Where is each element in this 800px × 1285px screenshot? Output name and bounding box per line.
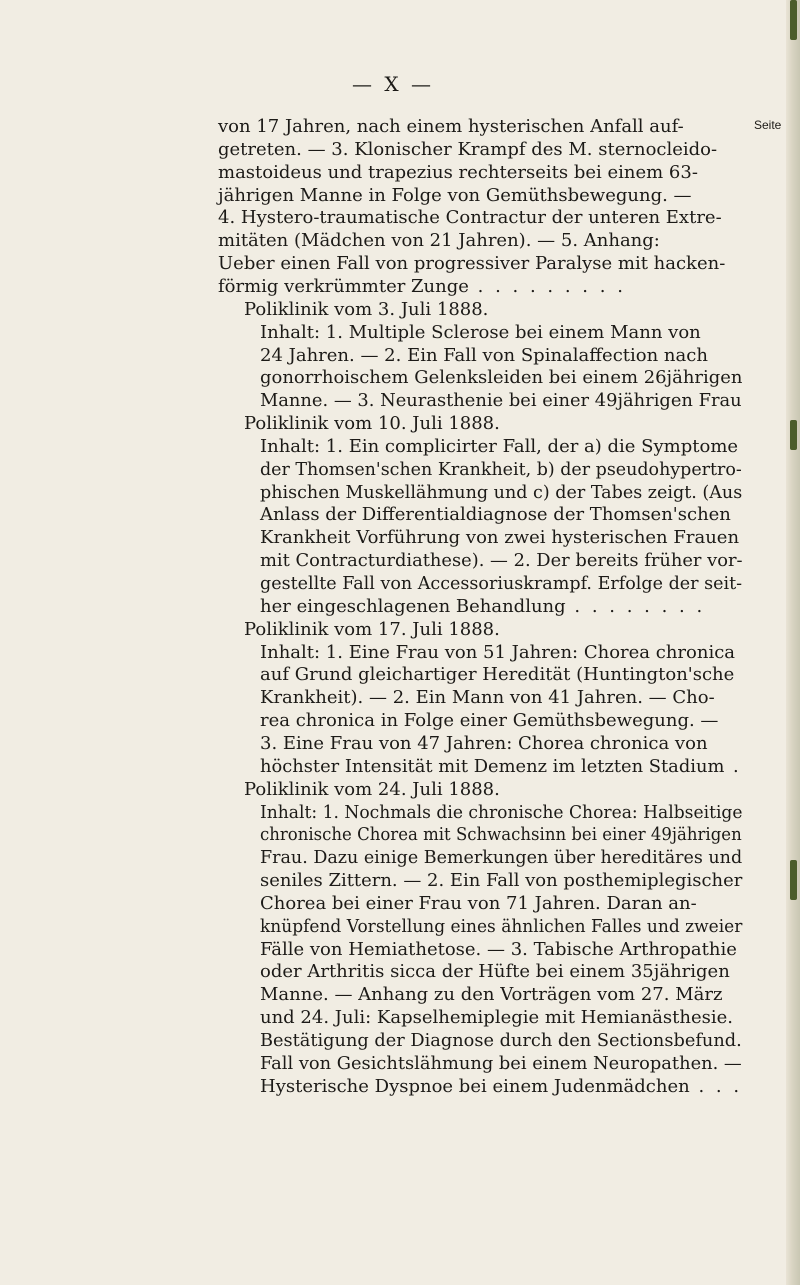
toc-leader-dots: . xyxy=(724,755,742,777)
toc-line xyxy=(260,436,738,458)
toc-line-text: her eingeschlagenen Behandlung xyxy=(260,595,566,617)
page-header: — X — xyxy=(352,72,434,96)
toc-line xyxy=(260,870,742,892)
toc-line xyxy=(260,345,708,367)
toc-leader-dots: . . . . . . . . xyxy=(565,595,706,617)
toc-line xyxy=(260,596,705,618)
toc-line xyxy=(260,1053,742,1075)
toc-line-text: mit Contracturdiathese). — 2. Der bereits früher vor- xyxy=(260,550,743,572)
edge-mark xyxy=(790,860,797,900)
toc-section-title xyxy=(244,299,488,321)
toc-line xyxy=(260,847,742,869)
toc-line xyxy=(260,893,697,915)
toc-line xyxy=(218,162,698,184)
toc-line-text: Inhalt: 1. Ein complicirter Fall, der a) die Symptome xyxy=(260,435,739,457)
toc-line-text: Manne. — Anhang zu den Vorträgen vom 27. März xyxy=(260,984,723,1006)
toc-line xyxy=(260,710,718,732)
toc-line-text: 24 Jahren. — 2. Ein Fall von Spinalaffection nach xyxy=(260,344,708,366)
seite-label: Seite xyxy=(754,118,782,132)
toc-line xyxy=(260,459,742,481)
toc-line-text: Bestätigung der Diagnose durch den Sectionsbefund. xyxy=(260,1030,742,1051)
toc-line xyxy=(260,802,743,824)
toc-line-text: Krankheit). — 2. Ein Mann von 41 Jahren. — Cho- xyxy=(260,687,715,709)
toc-line xyxy=(260,504,731,526)
toc-line xyxy=(260,527,739,549)
toc-line-text: mastoideus und trapezius rechterseits bei einem 63- xyxy=(218,161,698,183)
toc-line-text: Poliklinik vom 10. Juli 1888. xyxy=(244,413,500,435)
toc-line-text: knüpfend Vorstellung eines ähnlichen Falles und zweier xyxy=(260,915,743,937)
toc-line xyxy=(218,276,626,298)
toc-line xyxy=(260,824,742,846)
toc-line xyxy=(218,230,660,252)
toc-line xyxy=(260,550,743,572)
toc-line xyxy=(218,185,692,207)
toc-line-text: Poliklinik vom 24. Juli 1888. xyxy=(244,778,500,800)
toc-line xyxy=(260,390,742,412)
toc-line xyxy=(218,253,725,275)
toc-line-text: und 24. Juli: Kapselhemiplegie mit Hemianästhesie. xyxy=(260,1007,733,1029)
toc-line-text: getreten. — 3. Klonischer Krampf des M. sternocleido- xyxy=(218,138,718,160)
toc-line-text: 3. Eine Frau von 47 Jahren: Chorea chronica von xyxy=(260,732,708,754)
toc-line xyxy=(218,116,684,138)
toc-line xyxy=(260,1076,742,1098)
toc-line-text: von 17 Jahren, nach einem hysterischen Anfall auf- xyxy=(218,116,684,137)
toc-line-text: Krankheit Vorführung von zwei hysterischen Frauen xyxy=(260,527,740,549)
toc-line xyxy=(260,984,722,1006)
page-edge xyxy=(786,0,800,1285)
toc-line xyxy=(260,482,742,504)
toc-line-text: gestellte Fall von Accessoriuskrampf. Erfolge der seit- xyxy=(260,573,743,594)
toc-line xyxy=(260,367,742,389)
toc-line-text: Ueber einen Fall von progressiver Paralyse mit hacken- xyxy=(218,253,726,275)
toc-section-title xyxy=(244,779,500,801)
toc-line xyxy=(260,687,715,709)
toc-line-text: der Thomsen'schen Krankheit, b) der pseudohypertro- xyxy=(260,458,742,480)
toc-line xyxy=(260,756,742,778)
toc-line-text: Manne. — 3. Neurasthenie bei einer 49jährigen Frau xyxy=(260,390,742,412)
toc-line-text: Inhalt: 1. Eine Frau von 51 Jahren: Chorea chronica xyxy=(260,641,736,663)
toc-line-text: Fall von Gesichtslähmung bei einem Neuropathen. — xyxy=(260,1052,742,1074)
toc-section-title xyxy=(244,619,500,641)
toc-line-text: jährigen Manne in Folge von Gemüthsbewegung. — xyxy=(218,184,692,206)
toc-line-text: Inhalt: 1. Multiple Sclerose bei einem Mann von xyxy=(260,321,701,343)
toc-line xyxy=(260,939,737,961)
toc-line xyxy=(260,1030,742,1052)
toc-line-text: Poliklinik vom 17. Juli 1888. xyxy=(244,618,500,640)
edge-mark xyxy=(790,420,797,450)
toc-line xyxy=(260,322,701,344)
toc-line xyxy=(260,642,735,664)
toc-line-text: Chorea bei einer Frau von 71 Jahren. Daran an- xyxy=(260,892,697,914)
toc-line xyxy=(260,916,742,938)
toc-line-text: Poliklinik vom 3. Juli 1888. xyxy=(244,298,489,320)
toc-line-text: phischen Muskellähmung und c) der Tabes zeigt. (Aus xyxy=(260,481,743,503)
toc-leader-dots: . . . xyxy=(689,1075,743,1097)
toc-line-text: rea chronica in Folge einer Gemüthsbewegung. — xyxy=(260,710,719,732)
toc-line-text: Anlass der Differentialdiagnose der Thomsen'schen xyxy=(260,504,731,526)
toc-line-text: Hysterische Dyspnoe bei einem Judenmädchen xyxy=(260,1075,690,1097)
toc-line-text: chronische Chorea mit Schwachsinn bei einer 49jährigen xyxy=(260,824,742,846)
toc-line-text: förmig verkrümmter Zunge xyxy=(218,275,469,297)
toc-line xyxy=(260,1007,733,1029)
toc-line xyxy=(218,139,717,161)
toc-line-text: auf Grund gleichartiger Heredität (Huntington'sche xyxy=(260,664,735,686)
toc-line xyxy=(260,664,734,686)
toc-line-text: Fälle von Hemiathetose. — 3. Tabische Arthropathie xyxy=(260,938,737,960)
toc-line-text: Frau. Dazu einige Bemerkungen über hereditäres und xyxy=(260,847,743,869)
toc-line-text: mitäten (Mädchen von 21 Jahren). — 5. Anhang: xyxy=(218,230,660,252)
toc-line-text: 4. Hystero-traumatische Contractur der unteren Extre- xyxy=(218,207,722,229)
toc-line xyxy=(260,733,708,755)
edge-mark xyxy=(790,0,797,40)
toc-line-text: oder Arthritis sicca der Hüfte bei einem 35jährigen xyxy=(260,961,730,983)
toc-line-text: seniles Zittern. — 2. Ein Fall von posthemiplegischer xyxy=(260,870,743,892)
toc-line-text: Inhalt: 1. Nochmals die chronische Chorea: Halbseitige xyxy=(260,801,743,823)
toc-leader-dots: . . . . . . . . . xyxy=(468,275,626,297)
toc-line-text: höchster Intensität mit Demenz im letzten Stadium xyxy=(260,755,725,777)
toc-line xyxy=(218,207,722,229)
toc-line-text: gonorrhoischem Gelenksleiden bei einem 26jährigen xyxy=(260,367,743,389)
toc-line xyxy=(260,573,742,595)
toc-section-title xyxy=(244,413,500,435)
toc-line xyxy=(260,961,730,983)
